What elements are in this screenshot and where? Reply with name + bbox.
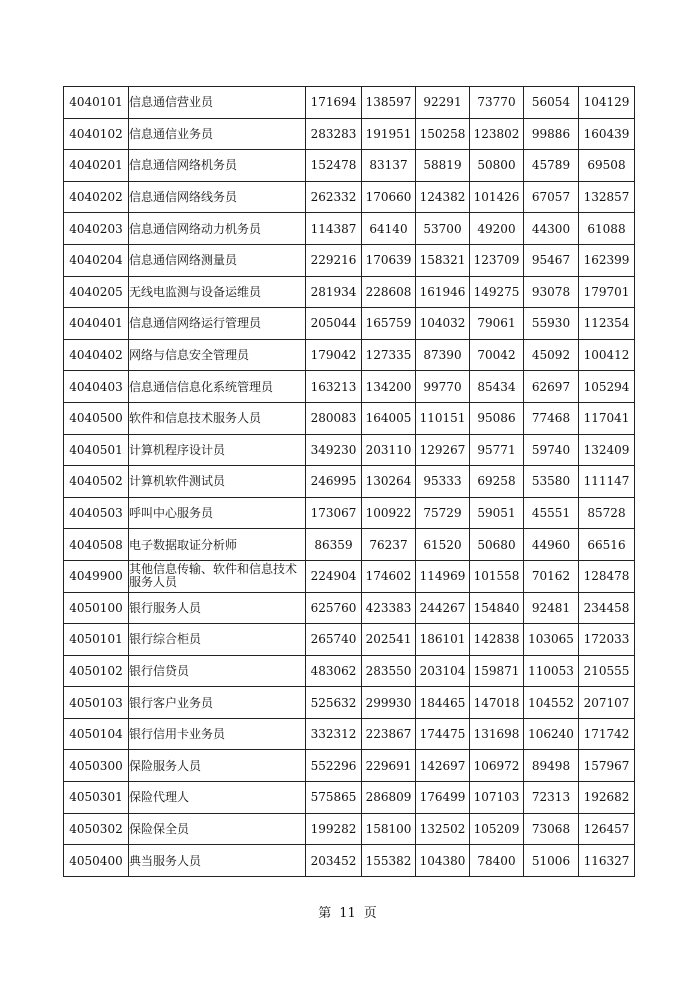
occupation-code-cell: 4050400 (64, 845, 129, 877)
wage-value-cell: 85728 (579, 497, 635, 529)
occupation-code-cell: 4040503 (64, 497, 129, 529)
wage-value-cell: 117041 (579, 402, 635, 434)
wage-value-cell: 179042 (306, 339, 362, 371)
wage-value-cell: 150258 (416, 118, 470, 150)
wage-value-cell: 50800 (470, 150, 524, 182)
wage-value-cell: 99886 (524, 118, 579, 150)
occupation-code-cell: 4050302 (64, 813, 129, 845)
wage-value-cell: 155382 (362, 845, 416, 877)
wage-value-cell: 483062 (306, 655, 362, 687)
occupation-code-cell: 4040203 (64, 213, 129, 245)
wage-value-cell: 349230 (306, 434, 362, 466)
page-footer (0, 902, 695, 921)
wage-value-cell: 107103 (470, 782, 524, 814)
occupation-name-cell: 信息通信网络测量员 (129, 244, 306, 276)
wage-value-cell: 192682 (579, 782, 635, 814)
wage-value-cell: 176499 (416, 782, 470, 814)
wage-value-cell: 186101 (416, 624, 470, 656)
occupation-code-cell: 4040500 (64, 402, 129, 434)
table-row (64, 308, 635, 340)
wage-value-cell: 66516 (579, 529, 635, 561)
wage-value-cell: 73770 (470, 87, 524, 119)
wage-value-cell: 86359 (306, 529, 362, 561)
wage-value-cell: 79061 (470, 308, 524, 340)
wage-value-cell: 191951 (362, 118, 416, 150)
occupation-code-cell: 4050103 (64, 687, 129, 719)
wage-value-cell: 101558 (470, 560, 524, 592)
wage-value-cell: 104129 (579, 87, 635, 119)
wage-value-cell: 172033 (579, 624, 635, 656)
occupation-name-cell: 信息通信信息化系统管理员 (129, 371, 306, 403)
wage-value-cell: 104380 (416, 845, 470, 877)
wage-value-cell: 147018 (470, 687, 524, 719)
occupation-name-cell: 银行客户业务员 (129, 687, 306, 719)
occupation-code-cell: 4040502 (64, 466, 129, 498)
wage-value-cell: 162399 (579, 244, 635, 276)
wage-value-cell: 59740 (524, 434, 579, 466)
occupation-code-cell: 4050102 (64, 655, 129, 687)
wage-value-cell: 77468 (524, 402, 579, 434)
wage-value-cell: 99770 (416, 371, 470, 403)
wage-value-cell: 224904 (306, 560, 362, 592)
page-suffix: 页 (363, 906, 377, 921)
wage-value-cell: 202541 (362, 624, 416, 656)
table-row (64, 339, 635, 371)
page-number: 11 (339, 906, 356, 921)
wage-value-cell: 105294 (579, 371, 635, 403)
table-row (64, 466, 635, 498)
occupation-code-cell: 4050101 (64, 624, 129, 656)
wage-value-cell: 280083 (306, 402, 362, 434)
wage-value-cell: 265740 (306, 624, 362, 656)
wage-value-cell: 132857 (579, 181, 635, 213)
wage-value-cell: 114387 (306, 213, 362, 245)
wage-value-cell: 92291 (416, 87, 470, 119)
occupation-name-cell: 计算机程序设计员 (129, 434, 306, 466)
page-prefix: 第 (318, 906, 332, 921)
wage-value-cell: 171742 (579, 718, 635, 750)
wage-value-cell: 44960 (524, 529, 579, 561)
wage-value-cell: 110151 (416, 402, 470, 434)
wage-value-cell: 72313 (524, 782, 579, 814)
wage-value-cell: 625760 (306, 592, 362, 624)
wage-value-cell: 75729 (416, 497, 470, 529)
table-row (64, 718, 635, 750)
wage-value-cell: 575865 (306, 782, 362, 814)
table-row (64, 655, 635, 687)
wage-value-cell: 173067 (306, 497, 362, 529)
wage-value-cell: 170639 (362, 244, 416, 276)
wage-value-cell: 207107 (579, 687, 635, 719)
wage-value-cell: 95086 (470, 402, 524, 434)
occupation-name-cell: 计算机软件测试员 (129, 466, 306, 498)
wage-value-cell: 95467 (524, 244, 579, 276)
wage-value-cell: 76237 (362, 529, 416, 561)
occupation-code-cell: 4040508 (64, 529, 129, 561)
wage-value-cell: 62697 (524, 371, 579, 403)
wage-value-cell: 95333 (416, 466, 470, 498)
wage-value-cell: 164005 (362, 402, 416, 434)
wage-value-cell: 49200 (470, 213, 524, 245)
occupation-code-cell: 4040403 (64, 371, 129, 403)
occupation-name-cell: 其他信息传输、软件和信息技术服务人员 (129, 560, 306, 592)
table-row (64, 87, 635, 119)
occupation-code-cell: 4040402 (64, 339, 129, 371)
occupation-name-cell: 无线电监测与设备运维员 (129, 276, 306, 308)
occupation-name-cell: 银行服务人员 (129, 592, 306, 624)
wage-value-cell: 203452 (306, 845, 362, 877)
wage-value-cell: 69258 (470, 466, 524, 498)
table-row (64, 750, 635, 782)
wage-value-cell: 423383 (362, 592, 416, 624)
wage-value-cell: 100412 (579, 339, 635, 371)
wage-value-cell: 45092 (524, 339, 579, 371)
wage-value-cell: 70162 (524, 560, 579, 592)
wage-value-cell: 53700 (416, 213, 470, 245)
wage-value-cell: 174475 (416, 718, 470, 750)
wage-value-cell: 111147 (579, 466, 635, 498)
occupation-code-cell: 4040401 (64, 308, 129, 340)
occupation-code-cell: 4049900 (64, 560, 129, 592)
wage-value-cell: 58819 (416, 150, 470, 182)
occupation-name-cell: 信息通信营业员 (129, 87, 306, 119)
wage-value-cell: 112354 (579, 308, 635, 340)
wage-value-cell: 170660 (362, 181, 416, 213)
table-row (64, 118, 635, 150)
wage-value-cell: 101426 (470, 181, 524, 213)
wage-value-cell: 114969 (416, 560, 470, 592)
wage-value-cell: 73068 (524, 813, 579, 845)
wage-value-cell: 59051 (470, 497, 524, 529)
wage-value-cell: 124382 (416, 181, 470, 213)
table-row (64, 529, 635, 561)
wage-value-cell: 160439 (579, 118, 635, 150)
wage-value-cell: 104032 (416, 308, 470, 340)
wage-value-cell: 93078 (524, 276, 579, 308)
wage-value-cell: 87390 (416, 339, 470, 371)
table-row (64, 687, 635, 719)
wage-value-cell: 138597 (362, 87, 416, 119)
wage-value-cell: 199282 (306, 813, 362, 845)
wage-value-cell: 51006 (524, 845, 579, 877)
occupation-code-cell: 4040201 (64, 150, 129, 182)
wage-value-cell: 61520 (416, 529, 470, 561)
wage-value-cell: 229691 (362, 750, 416, 782)
occupation-name-cell: 信息通信业务员 (129, 118, 306, 150)
table-row (64, 276, 635, 308)
occupation-name-cell: 银行综合柜员 (129, 624, 306, 656)
wage-value-cell: 299930 (362, 687, 416, 719)
occupation-name-cell: 网络与信息安全管理员 (129, 339, 306, 371)
wage-value-cell: 203104 (416, 655, 470, 687)
occupation-name-cell: 电子数据取证分析师 (129, 529, 306, 561)
wage-value-cell: 171694 (306, 87, 362, 119)
wage-value-cell: 332312 (306, 718, 362, 750)
wage-value-cell: 157967 (579, 750, 635, 782)
wage-value-cell: 103065 (524, 624, 579, 656)
wage-value-cell: 134200 (362, 371, 416, 403)
occupation-name-cell: 保险服务人员 (129, 750, 306, 782)
wage-value-cell: 228608 (362, 276, 416, 308)
table-row (64, 845, 635, 877)
occupation-code-cell: 4050300 (64, 750, 129, 782)
wage-value-cell: 70042 (470, 339, 524, 371)
wage-value-cell: 262332 (306, 181, 362, 213)
wage-value-cell: 126457 (579, 813, 635, 845)
table-row (64, 402, 635, 434)
table-row (64, 624, 635, 656)
wage-value-cell: 131698 (470, 718, 524, 750)
wage-value-cell: 281934 (306, 276, 362, 308)
occupation-name-cell: 信息通信网络机务员 (129, 150, 306, 182)
wage-value-cell: 132502 (416, 813, 470, 845)
wage-value-cell: 110053 (524, 655, 579, 687)
occupation-code-cell: 4040204 (64, 244, 129, 276)
wage-value-cell: 161946 (416, 276, 470, 308)
table-row (64, 592, 635, 624)
table-row (64, 434, 635, 466)
occupation-code-cell: 4050104 (64, 718, 129, 750)
wage-value-cell: 55930 (524, 308, 579, 340)
wage-value-cell: 106972 (470, 750, 524, 782)
occupation-name-cell: 信息通信网络动力机务员 (129, 213, 306, 245)
wage-value-cell: 106240 (524, 718, 579, 750)
wage-value-cell: 158100 (362, 813, 416, 845)
wage-value-cell: 174602 (362, 560, 416, 592)
occupation-code-cell: 4050100 (64, 592, 129, 624)
wage-value-cell: 149275 (470, 276, 524, 308)
wage-value-cell: 45789 (524, 150, 579, 182)
occupation-name-cell: 保险保全员 (129, 813, 306, 845)
table-body (64, 87, 635, 877)
occupation-name-cell: 典当服务人员 (129, 845, 306, 877)
wage-value-cell: 67057 (524, 181, 579, 213)
wage-value-cell: 203110 (362, 434, 416, 466)
wage-value-cell: 205044 (306, 308, 362, 340)
wage-value-cell: 223867 (362, 718, 416, 750)
wage-value-cell: 53580 (524, 466, 579, 498)
occupation-code-cell: 4040202 (64, 181, 129, 213)
table-row (64, 782, 635, 814)
occupation-code-cell: 4040501 (64, 434, 129, 466)
wage-value-cell: 184465 (416, 687, 470, 719)
occupation-name-cell: 保险代理人 (129, 782, 306, 814)
wage-value-cell: 45551 (524, 497, 579, 529)
wage-value-cell: 132409 (579, 434, 635, 466)
occupation-code-cell: 4040101 (64, 87, 129, 119)
wage-value-cell: 165759 (362, 308, 416, 340)
table-row (64, 371, 635, 403)
occupation-name-cell: 信息通信网络线务员 (129, 181, 306, 213)
table-row (64, 560, 635, 592)
wage-value-cell: 116327 (579, 845, 635, 877)
wage-value-cell: 56054 (524, 87, 579, 119)
wage-value-cell: 95771 (470, 434, 524, 466)
wage-value-cell: 104552 (524, 687, 579, 719)
wage-value-cell: 142697 (416, 750, 470, 782)
wage-value-cell: 283283 (306, 118, 362, 150)
wage-value-cell: 64140 (362, 213, 416, 245)
wage-value-cell: 123802 (470, 118, 524, 150)
wage-value-cell: 61088 (579, 213, 635, 245)
wage-value-cell: 210555 (579, 655, 635, 687)
table-row (64, 213, 635, 245)
wage-value-cell: 163213 (306, 371, 362, 403)
wage-value-cell: 179701 (579, 276, 635, 308)
occupation-name-cell: 银行信贷员 (129, 655, 306, 687)
wage-value-cell: 142838 (470, 624, 524, 656)
wage-value-cell: 89498 (524, 750, 579, 782)
table-row (64, 244, 635, 276)
wage-value-cell: 128478 (579, 560, 635, 592)
wage-value-cell: 229216 (306, 244, 362, 276)
wage-value-cell: 159871 (470, 655, 524, 687)
wage-table-container (63, 86, 634, 877)
wage-value-cell: 92481 (524, 592, 579, 624)
wage-value-cell: 283550 (362, 655, 416, 687)
wage-value-cell: 130264 (362, 466, 416, 498)
wage-value-cell: 83137 (362, 150, 416, 182)
table-row (64, 813, 635, 845)
wage-value-cell: 152478 (306, 150, 362, 182)
table-row (64, 150, 635, 182)
wage-value-cell: 286809 (362, 782, 416, 814)
occupation-code-cell: 4040102 (64, 118, 129, 150)
wage-value-cell: 85434 (470, 371, 524, 403)
wage-value-cell: 105209 (470, 813, 524, 845)
wage-value-cell: 78400 (470, 845, 524, 877)
occupation-name-cell: 信息通信网络运行管理员 (129, 308, 306, 340)
wage-value-cell: 50680 (470, 529, 524, 561)
occupation-name-cell: 软件和信息技术服务人员 (129, 402, 306, 434)
table-row (64, 181, 635, 213)
wage-value-cell: 246995 (306, 466, 362, 498)
wage-value-cell: 44300 (524, 213, 579, 245)
occupation-code-cell: 4040205 (64, 276, 129, 308)
occupation-code-cell: 4050301 (64, 782, 129, 814)
wage-value-cell: 158321 (416, 244, 470, 276)
wage-value-cell: 244267 (416, 592, 470, 624)
wage-value-cell: 234458 (579, 592, 635, 624)
wage-value-cell: 100922 (362, 497, 416, 529)
occupation-name-cell: 银行信用卡业务员 (129, 718, 306, 750)
wage-value-cell: 525632 (306, 687, 362, 719)
occupation-wage-table (63, 86, 635, 877)
occupation-name-cell: 呼叫中心服务员 (129, 497, 306, 529)
wage-value-cell: 154840 (470, 592, 524, 624)
wage-value-cell: 127335 (362, 339, 416, 371)
wage-value-cell: 123709 (470, 244, 524, 276)
table-row (64, 497, 635, 529)
wage-value-cell: 129267 (416, 434, 470, 466)
wage-value-cell: 552296 (306, 750, 362, 782)
wage-value-cell: 69508 (579, 150, 635, 182)
